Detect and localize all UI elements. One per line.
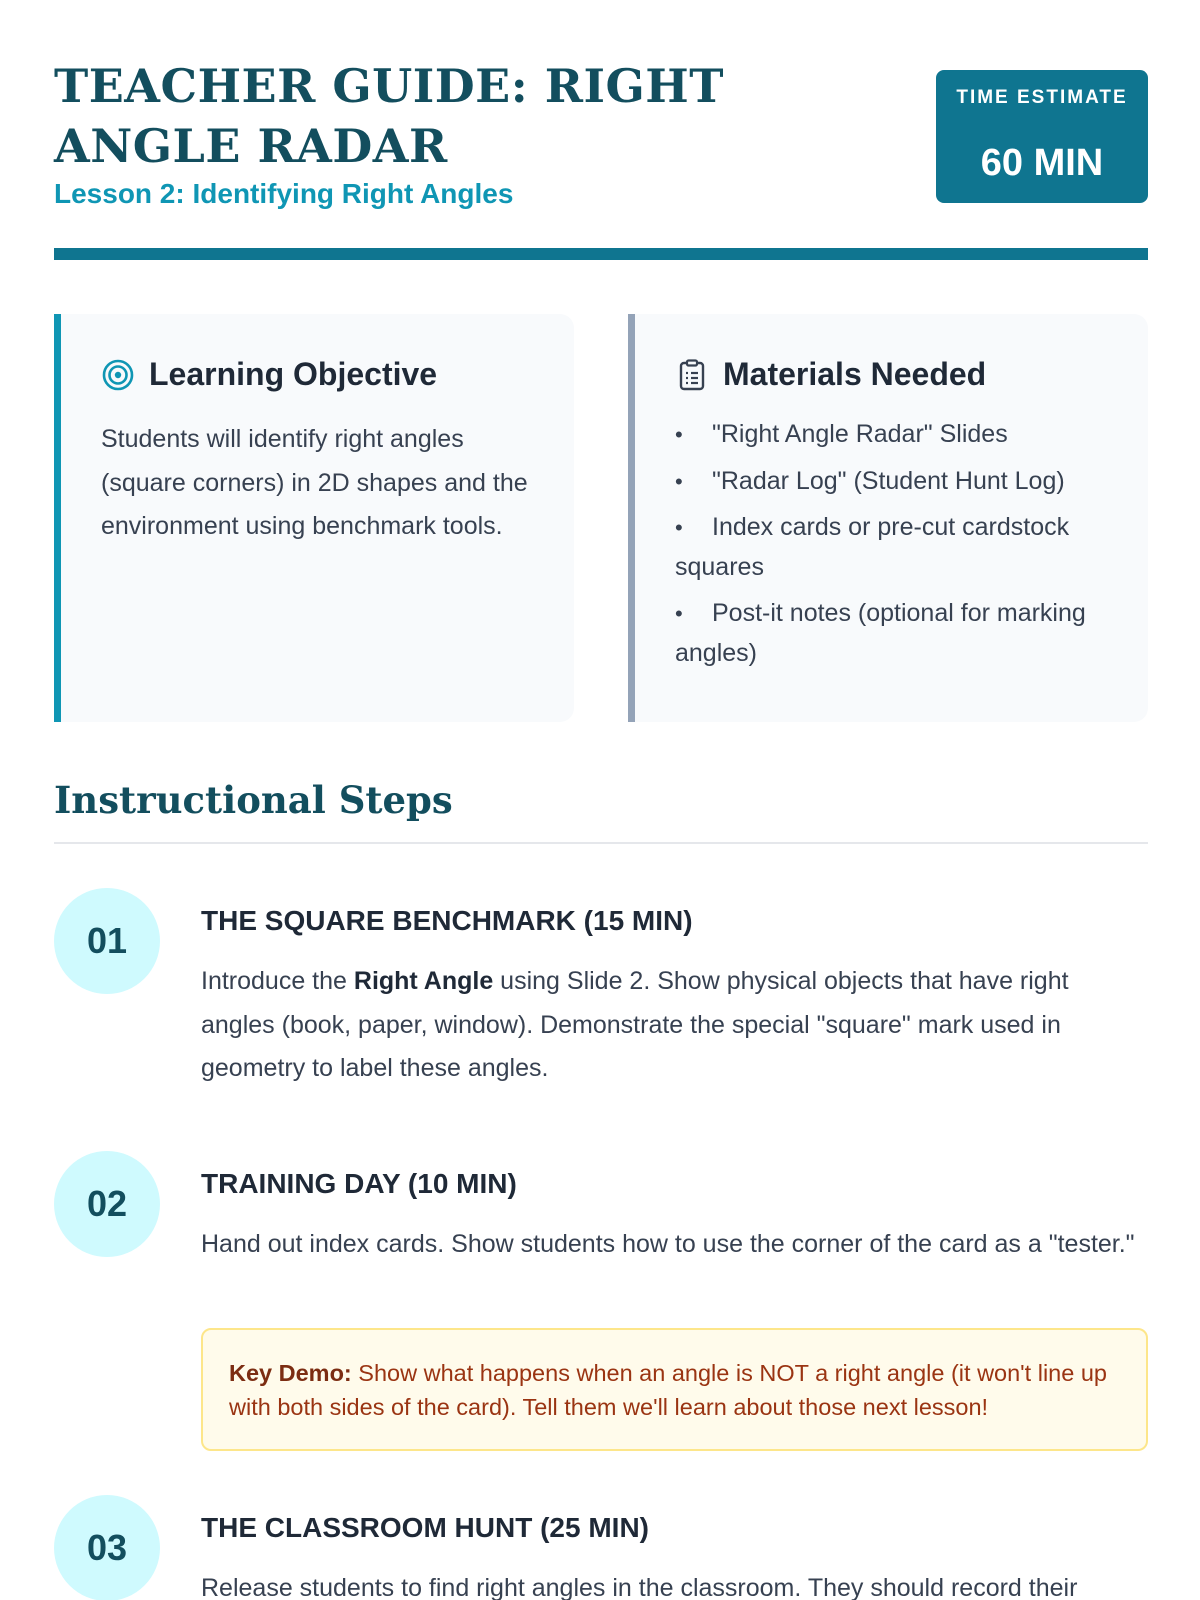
header-divider — [54, 248, 1148, 260]
time-estimate-value: 60 MIN — [980, 142, 1104, 184]
step-description: Release students to find right angles in the classroom. They should record their — [201, 1574, 1078, 1600]
time-estimate-label: TIME ESTIMATE — [956, 87, 1128, 108]
teacher-guide-page — [54, 0, 1148, 1600]
key-demo-callout — [201, 1328, 1148, 1451]
step-emphasis: Right Angle — [353, 967, 494, 995]
step-3 — [54, 1495, 1148, 1600]
step-number-badge: 03 — [54, 1495, 160, 1600]
materials-list-item: • Post-it notes (optional for marking angles) — [675, 599, 1086, 667]
materials-needed-heading — [675, 356, 986, 393]
clipboard-icon — [675, 358, 709, 392]
overview-cards — [54, 314, 1148, 722]
materials-needed-title: Materials Needed — [723, 356, 987, 392]
learning-objective-card — [54, 314, 574, 722]
materials-needed-card — [628, 314, 1148, 722]
step-title: TRAINING DAY (10 MIN) — [201, 1168, 517, 1199]
target-icon — [101, 358, 135, 392]
step-number-badge: 01 — [54, 888, 160, 994]
step-2 — [54, 1151, 1148, 1451]
step-description: Introduce the Right Angle using Slide 2. Show physical objects that have right angles (book, paper, window). Demonstrate the special "square" mark used in geometry to label these angles. — [201, 967, 1069, 1082]
step-1 — [54, 888, 1148, 1088]
learning-objective-heading — [101, 356, 437, 393]
lesson-subtitle: Lesson 2: Identifying Right Angles — [54, 178, 514, 209]
materials-list-item: • "Radar Log" (Student Hunt Log) — [675, 466, 1065, 495]
instructional-steps-heading: Instructional Steps — [54, 778, 453, 822]
materials-list — [675, 415, 1125, 680]
step-title: THE SQUARE BENCHMARK (15 MIN) — [201, 905, 693, 936]
callout-text: Show what happens when an angle is NOT a right angle (it won't line up with both sides of the card). Tell them we'll learn about those next lesson! — [229, 1360, 1107, 1420]
step-number-badge: 02 — [54, 1151, 160, 1257]
learning-objective-title: Learning Objective — [149, 356, 438, 392]
materials-list-item: • "Right Angle Radar" Slides — [675, 420, 1008, 448]
step-title: THE CLASSROOM HUNT (25 MIN) — [201, 1512, 649, 1543]
materials-list-item: • Index cards or pre-cut cardstock squares — [675, 513, 1070, 581]
page-title: TEACHER GUIDE: RIGHT ANGLE RADAR — [54, 59, 724, 173]
guide-header — [54, 0, 1148, 262]
step-description: Hand out index cards. Show students how to use the corner of the card as a "tester." — [201, 1230, 1135, 1258]
time-estimate-badge — [936, 70, 1148, 203]
section-divider — [54, 842, 1148, 844]
callout-label: Key Demo: — [229, 1360, 352, 1386]
learning-objective-text: Students will identify right angles (square corners) in 2D shapes and the environment using benchmark tools. — [101, 425, 528, 540]
